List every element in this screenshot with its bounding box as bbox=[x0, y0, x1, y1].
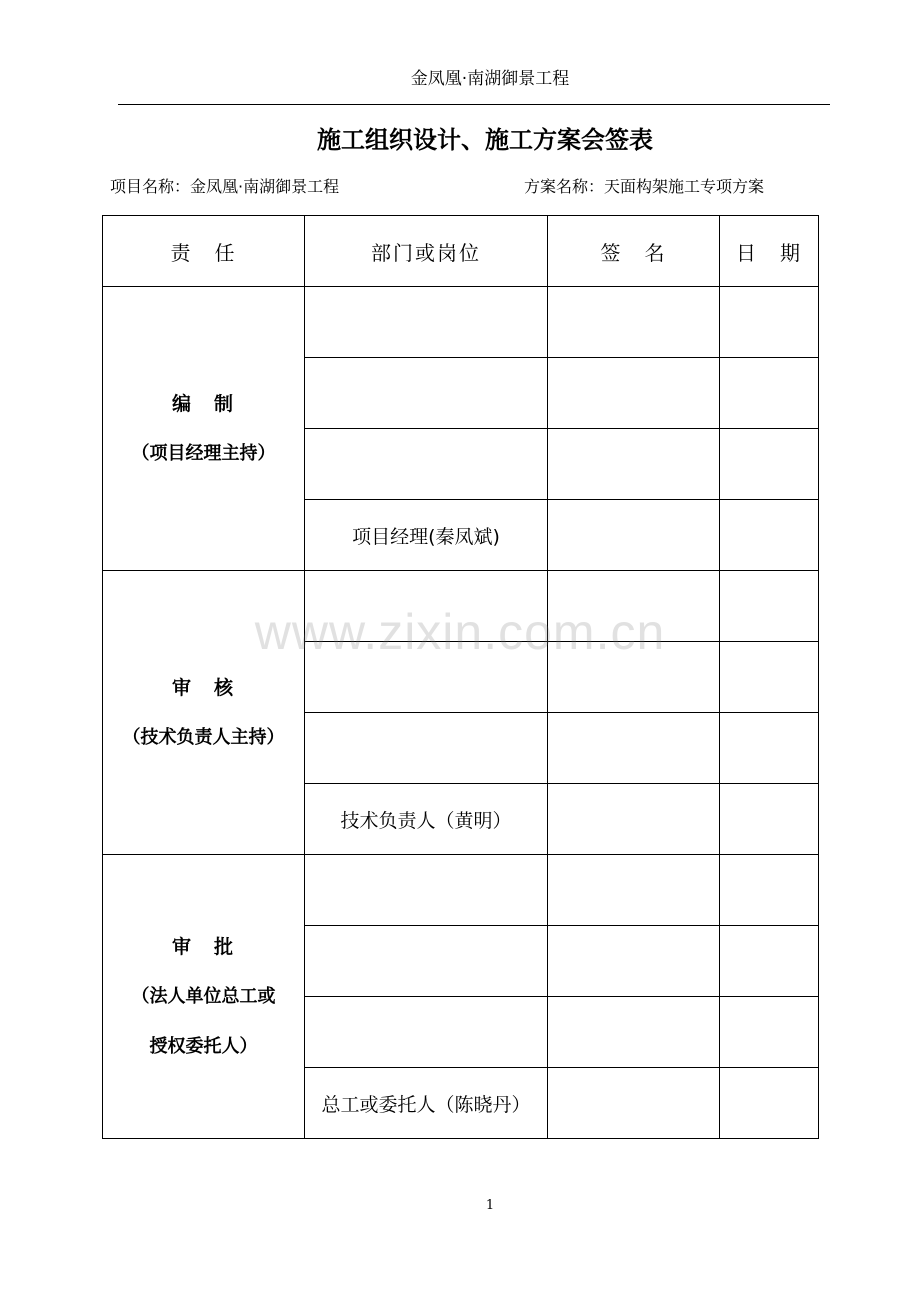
signature-cell[interactable] bbox=[548, 855, 720, 926]
date-cell[interactable] bbox=[720, 855, 819, 926]
date-cell[interactable] bbox=[720, 429, 819, 500]
running-header: 金凤凰·南湖御景工程 bbox=[410, 69, 570, 89]
table-row bbox=[103, 855, 819, 926]
date-cell[interactable] bbox=[720, 784, 819, 855]
department-cell[interactable] bbox=[305, 855, 548, 926]
table-row bbox=[103, 571, 819, 642]
signature-cell[interactable] bbox=[548, 287, 720, 358]
signature-cell[interactable] bbox=[548, 997, 720, 1068]
role-description: （技术负责人主持） bbox=[122, 726, 285, 748]
header-department: 部门或岗位 bbox=[305, 216, 548, 287]
department-cell: 项目经理(秦凤斌) bbox=[305, 500, 548, 571]
department-cell: 总工或委托人（陈晓丹） bbox=[305, 1068, 548, 1139]
department-cell[interactable] bbox=[305, 358, 548, 429]
header-rule bbox=[118, 104, 830, 105]
role-description: （法人单位总工或 bbox=[131, 985, 276, 1007]
department-cell[interactable] bbox=[305, 997, 548, 1068]
date-cell[interactable] bbox=[720, 642, 819, 713]
page-number: 1 bbox=[485, 1198, 495, 1213]
role-description: （项目经理主持） bbox=[131, 442, 276, 464]
department-cell[interactable] bbox=[305, 429, 548, 500]
department-cell[interactable] bbox=[305, 642, 548, 713]
department-cell[interactable] bbox=[305, 571, 548, 642]
signature-cell[interactable] bbox=[548, 713, 720, 784]
date-cell[interactable] bbox=[720, 713, 819, 784]
signature-cell[interactable] bbox=[548, 926, 720, 997]
document-title: 施工组织设计、施工方案会签表 bbox=[317, 125, 653, 154]
department-cell[interactable] bbox=[305, 713, 548, 784]
department-cell[interactable] bbox=[305, 926, 548, 997]
signature-cell[interactable] bbox=[548, 500, 720, 571]
date-cell[interactable] bbox=[720, 926, 819, 997]
signature-cell[interactable] bbox=[548, 429, 720, 500]
header-signature: 签 名 bbox=[548, 216, 720, 287]
date-cell[interactable] bbox=[720, 500, 819, 571]
date-cell[interactable] bbox=[720, 997, 819, 1068]
watermark: www.zixin.com.cn bbox=[254, 604, 666, 660]
date-cell[interactable] bbox=[720, 358, 819, 429]
date-cell[interactable] bbox=[720, 571, 819, 642]
role-name: 审 批 bbox=[171, 935, 235, 958]
signature-cell[interactable] bbox=[548, 784, 720, 855]
date-cell[interactable] bbox=[720, 287, 819, 358]
header-date: 日 期 bbox=[720, 216, 819, 287]
signoff-table bbox=[102, 215, 819, 1139]
role-name: 审 核 bbox=[171, 676, 235, 699]
role-cell-approve bbox=[103, 855, 305, 1139]
department-cell[interactable] bbox=[305, 287, 548, 358]
date-cell[interactable] bbox=[720, 1068, 819, 1139]
signature-cell[interactable] bbox=[548, 1068, 720, 1139]
table-header-row bbox=[103, 216, 819, 287]
plan-name-label: 方案名称：天面构架施工专项方案 bbox=[524, 177, 765, 196]
department-cell: 技术负责人（黄明） bbox=[305, 784, 548, 855]
project-name-label: 项目名称：金凤凰·南湖御景工程 bbox=[110, 177, 340, 196]
table-row bbox=[103, 287, 819, 358]
role-description: 授权委托人） bbox=[149, 1035, 258, 1057]
role-name: 编 制 bbox=[171, 392, 235, 415]
signature-cell[interactable] bbox=[548, 642, 720, 713]
signature-cell[interactable] bbox=[548, 358, 720, 429]
header-responsibility: 责 任 bbox=[103, 216, 305, 287]
signature-cell[interactable] bbox=[548, 571, 720, 642]
role-cell-compile bbox=[103, 287, 305, 571]
role-cell-review bbox=[103, 571, 305, 855]
